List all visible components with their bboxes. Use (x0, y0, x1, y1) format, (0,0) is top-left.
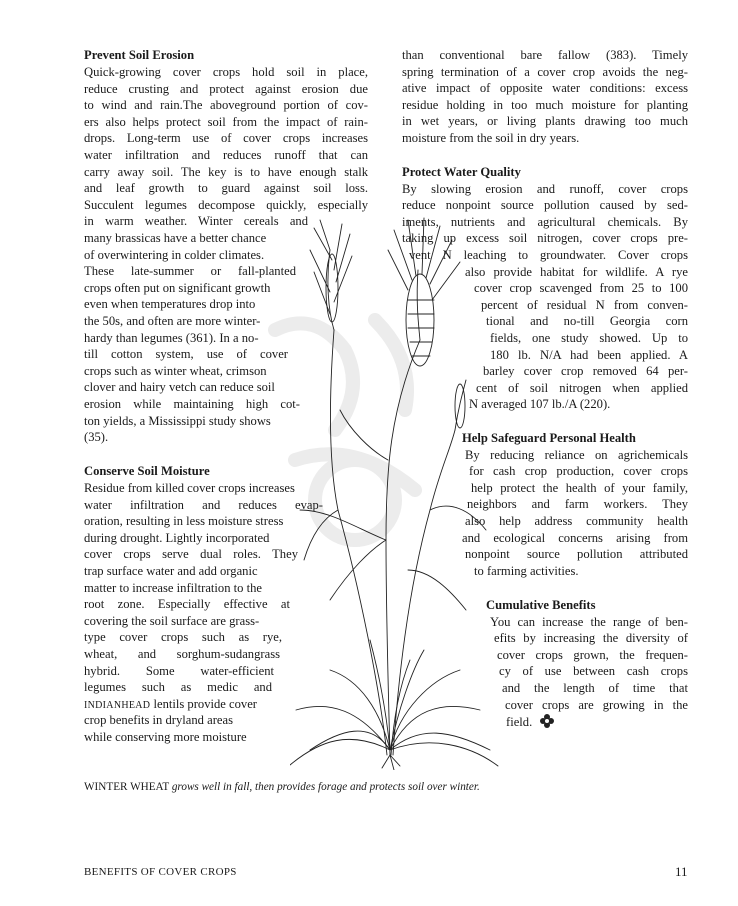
paragraph-line: By reducing reliance on agrichemicals (465, 447, 688, 462)
paragraph-line: residue holding in too much moisture for planting (402, 97, 688, 112)
caption-lead: WINTER WHEAT (84, 781, 170, 793)
paragraph-line: 180 lb. N/A had been applied. A (490, 347, 688, 362)
paragraph-line: reduce crusting and protect against erosion due (84, 81, 368, 96)
heading-protect-water-quality: Protect Water Quality (402, 165, 521, 179)
paragraph-line: of overwintering in colder climates. (84, 247, 265, 262)
paragraph-line: ers also helps protect soil from the impact of rain- (84, 114, 368, 129)
paragraph-line: crops often put on significant growth (84, 280, 271, 295)
heading-conserve-soil-moisture: Conserve Soil Moisture (84, 464, 210, 478)
paragraph-line: nonpoint source pollution attributed (465, 547, 688, 562)
paragraph-line: N averaged 107 lb./A (220). (469, 397, 611, 412)
paragraph-line: matter to increase infiltration to the (84, 580, 262, 595)
paragraph-line: even when temperatures drop into (84, 297, 256, 312)
paragraph-line: reduce nonpoint source pollution caused by sed- (402, 198, 688, 213)
heading-help-safeguard-personal-health: Help Safeguard Personal Health (462, 431, 636, 445)
paragraph-line: trap surface water and add organic (84, 564, 258, 578)
paragraph-line: in warm weather. Winter cereals and (84, 214, 308, 229)
paragraph-line: percent of residual N from conven- (481, 297, 688, 312)
paragraph-line: crop benefits in dryland areas (84, 713, 233, 728)
paragraph-line: vent N leaching to groundwater. Cover crops (409, 248, 688, 262)
paragraph-line: (35). (84, 430, 109, 445)
paragraph-line: crops such as winter wheat, crimson (84, 363, 267, 378)
paragraph-line: cover crops grown, the frequen- (497, 647, 688, 662)
paragraph-line: neighbors and farm workers. They (467, 497, 688, 512)
paragraph-line: during drought. Lightly incorporated (84, 530, 270, 545)
paragraph-line: than conventional bare fallow (383). Timely (402, 48, 688, 62)
paragraph-line: and leaf growth to guard against soil loss. (84, 181, 368, 196)
paragraph-line: fields, one study showed. Up to (490, 331, 688, 345)
paragraph-line: and the length of time that (502, 681, 688, 695)
paragraph-line: wheat, and sorghum-sudangrass (84, 647, 280, 661)
paragraph-line: You can increase the range of ben- (490, 614, 688, 629)
paragraph-line: in wet years, or living plants drawing too much (402, 114, 688, 129)
paragraph-line-last (506, 713, 555, 731)
paragraph-line: tional and no-till Georgia corn (486, 314, 688, 329)
paragraph-line: legumes such as medic and (84, 680, 272, 695)
paragraph-line: the 50s, and often are more winter- (84, 314, 261, 328)
paragraph-line: root zone. Especially effective at (84, 597, 290, 612)
paragraph-line: oration, resulting in less moisture stress (84, 514, 284, 529)
caption-text: grows well in fall, then provides forage and protects soil over winter. (171, 781, 480, 793)
paragraph-line: also provide habitat for wildlife. A rye (465, 264, 688, 279)
paragraph-line: type cover crops such as rye, (84, 630, 282, 645)
paragraph-line: hybrid. Some water-efficient (84, 663, 274, 678)
paragraph-line: hardy than legumes (361). In a no- (84, 330, 259, 345)
paragraph-line: By slowing erosion and runoff, cover crops (402, 181, 688, 196)
paragraph-line: help protect the health of your family, (471, 480, 688, 495)
paragraph-line: Quick-growing cover crops hold soil in place, (84, 65, 368, 79)
paragraph-line: water infiltration and reduces evap- (84, 497, 323, 512)
paragraph-line: till cotton system, use of cover (84, 347, 288, 362)
running-footer-title: BENEFITS OF COVER CROPS (84, 866, 237, 878)
flower-end-mark-icon (539, 713, 555, 729)
paragraph-line: to farming activities. (474, 563, 579, 578)
paragraph-line: and ecological concerns arising from (462, 530, 688, 545)
paragraph-line: cover crops are growing in the (505, 697, 688, 712)
paragraph-line: carry away soil. The key is to have enough stalk (84, 164, 368, 179)
paragraph-line: These late-summer or fall-planted (84, 264, 296, 279)
paragraph-line: field. (506, 715, 533, 730)
paragraph-line: Residue from killed cover crops increases (84, 481, 295, 495)
paragraph-line: cover crop scavenged from 25 to 100 (474, 281, 688, 296)
paragraph-line: while conserving more moisture (84, 730, 247, 744)
paragraph-line: drops. Long-term use of cover crops increases (84, 131, 368, 146)
paragraph-line: many brassicas have a better chance (84, 231, 267, 245)
heading-cumulative-benefits: Cumulative Benefits (486, 598, 596, 612)
paragraph-line: efits by increasing the diversity of (494, 631, 688, 646)
paragraph-line: cover crops serve dual roles. They (84, 547, 298, 562)
paragraph-line: ton yields, a Mississippi study shows (84, 413, 271, 428)
heading-prevent-soil-erosion: Prevent Soil Erosion (84, 48, 195, 62)
paragraph-line: for cash crop production, cover crops (469, 464, 688, 479)
paragraph-line: water infiltration and reduces runoff that can (84, 148, 368, 162)
paragraph-line: to wind and rain.The aboveground portion of cov- (84, 98, 368, 113)
paragraph-line: ative impact of opposite water conditions: excess (402, 81, 688, 96)
paragraph-line: barley cover crop removed 64 per- (483, 364, 688, 379)
paragraph-line: erosion while maintaining high cot- (84, 397, 300, 411)
paragraph-line: iments, nutrients and agricultural chemicals. By (402, 214, 688, 229)
figure-caption (84, 781, 480, 793)
paragraph-line: clover and hairy vetch can reduce soil (84, 380, 275, 395)
paragraph-line: also help address community health (465, 514, 688, 528)
indianhead-smallcaps: INDIANHEAD (84, 699, 151, 711)
paragraph-line: taking up excess soil nitrogen, cover crops pre- (402, 231, 688, 246)
paragraph-line: covering the soil surface are grass- (84, 613, 260, 628)
paragraph-line: moisture from the soil in dry years. (402, 131, 580, 145)
paragraph-line: cent of soil nitrogen when applied (476, 380, 688, 395)
paragraph-line: spring termination of a cover crop avoids the neg- (402, 64, 688, 79)
paragraph-line: cy of use between cash crops (499, 664, 688, 679)
paragraph-line-indianhead: INDIANHEAD lentils provide cover (84, 696, 257, 711)
page-number: 11 (675, 864, 688, 879)
winter-wheat-illustration (290, 210, 500, 770)
paragraph-line: Succulent legumes decompose quickly, especially (84, 197, 368, 212)
